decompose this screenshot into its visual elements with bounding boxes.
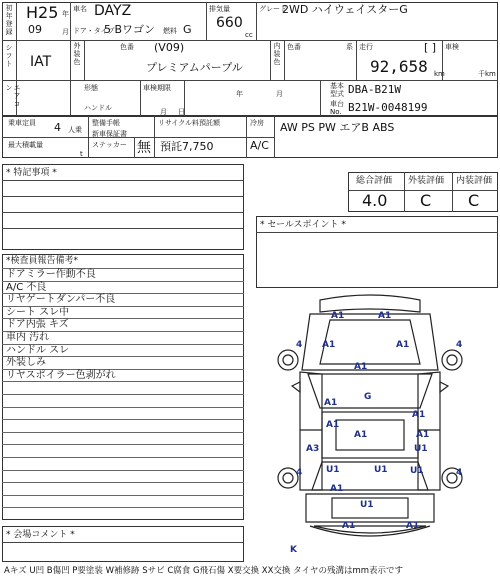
mark-left-rear: U1 [326,465,340,475]
mark-left-door-front-lower: A1 [326,420,340,430]
inspector-note: ハンドル スレ [6,344,70,356]
reg-year: H25 [26,3,59,22]
exterior-rating: C [420,191,432,210]
color-code-label: 色番 [120,43,134,51]
mark-rear-bumper-left: A1 [342,521,356,531]
mark-right-tire-front: 4 [456,340,463,350]
mark-front-left: A1 [322,340,336,350]
inspector-note: 外装しみ [6,357,46,369]
grade: 2WD ハイウェイスターG [282,3,408,16]
thousand-km-label: 千km [478,70,496,78]
km-label: km [434,70,445,78]
grade-label: グレード [259,5,287,13]
mark-left-sill: A3 [306,444,320,454]
chassis-label: 車台No. [330,100,344,116]
inspection-label: 車検 [445,43,459,51]
door-type-label: ドア・タイプ [73,27,115,35]
expiry-nen: 年 [236,90,243,98]
mileage: 92,658 [370,57,428,76]
reg-month: 09 [28,23,42,36]
mark-right-door-front: A1 [412,410,426,420]
equipment: AW PS PW エアB ABS [280,121,395,134]
mark-windshield: G [364,392,372,402]
capacity-label: 乗車定員 [8,119,36,127]
mark-right-rear: U1 [410,466,424,476]
inspector-row-line [2,394,244,395]
mark-front-bumper-right: A1 [378,311,392,321]
door-type: 5 Bワゴン [104,23,156,36]
sticker-label: ステッカー [92,141,127,149]
interior-color-label: 内装色 [273,42,281,66]
displacement-label: 排気量 [209,5,230,13]
chassis: B21W-0048199 [348,101,428,114]
cooler: A/C [250,139,269,152]
inspector-notes-title: *検査員報告備考* [6,256,79,266]
tsuki-label: 月 [62,28,69,36]
inspector-row-line [2,407,244,408]
mark-left-tire-rear: 4 [296,468,303,478]
mark-bottom-k: K [290,545,297,555]
mark-right-sill: U1 [414,444,428,454]
interior-rating-label: 内装評価 [456,176,493,186]
recycle-label: リサイクル料預託額 [158,119,221,127]
mark-rear-left: A1 [330,484,344,494]
inspector-row-line [2,381,244,382]
interior-color-code-label: 色番 [287,43,301,51]
mark-right-door-front-lower: A1 [416,430,430,440]
nen-label: 年 [62,10,69,18]
mark-rear-bumper-right: A1 [406,521,420,531]
overall-rating-label: 総合評価 [356,176,393,186]
inspector-row-line [2,444,244,445]
warranty-label: 新車保証書 [92,130,127,138]
inspector-note: リヤゲートダンパー不良 [6,294,116,306]
car-name: DAYZ [94,3,132,19]
inspection-expiry-label: 車検期限 [143,84,171,92]
venue-comment-title: * 会場コメント * [6,530,75,540]
first-reg-label: 初年登録 [5,4,13,36]
base-model: DBA-B21W [348,83,401,96]
mark-left-door-front: A1 [324,398,338,408]
displacement: 660 [216,15,243,31]
ton-label: t [80,150,83,158]
legend: Aキズ U凹 B傷凹 P要塗装 W補修跡 Sサビ C腐食 G飛石傷 X要交換 XX交換 タイヤの残溝はmm表示です [4,566,404,576]
maintenance-label: 整備手帳 [92,119,120,127]
inspector-row-line [2,495,244,496]
expiry-gatsu: 月 [276,90,283,98]
inspector-note: ドアミラー作動不良 [6,269,96,280]
mark-hood: A1 [354,362,368,372]
mark-front-right: A1 [396,340,410,350]
mark-center-rear: U1 [374,465,388,475]
inspector-row-line [2,482,244,483]
keitai-label: 形態 [84,84,98,92]
inspector-row-line [2,432,244,433]
interior-kei-label: 系 [346,43,353,51]
exterior-color-label: 外装色 [73,42,81,66]
person-label: 人乗 [68,126,82,134]
mark-front-bumper-left: A1 [331,311,345,321]
base-model-label: 基本型式 [330,82,344,98]
load-label: 最大積載量 [8,141,43,149]
inspector-note: シート スレ中 [6,306,70,318]
car-diagram [270,290,470,560]
handle-label: ハンドル [84,104,112,112]
inspector-row-line [2,419,244,420]
mark-roof: A1 [354,430,368,440]
shift: IAT [30,54,52,70]
cooler-label: 冷房 [250,119,264,127]
fuel-label: 燃料 [163,27,177,35]
color-name: プレミアムパープル [146,61,243,74]
fuel: G [183,23,192,36]
inspector-note: 車内 汚れ [6,332,50,343]
sticker-nashi: 無 [137,140,151,156]
mark-rear-center: U1 [360,500,374,510]
inspector-note: ドア内張 キズ [6,319,69,331]
cc-label: cc [245,31,253,39]
inspector-notes-list [2,268,244,520]
shift-label: シフト [5,44,13,68]
sales-points-title: * セールスポイント * [260,220,346,230]
car-name-label: 車名 [73,5,87,13]
interior-rating: C [468,191,480,210]
mark-right-tire-rear: 4 [456,468,463,478]
capacity: 4 [54,121,61,134]
mileage-bracket: [ ] [424,41,437,54]
inspector-note: A/C 不良 [6,281,47,293]
inspector-row-line [2,470,244,471]
ac-label: エアコン [5,84,21,108]
mark-left-tire-front: 4 [296,340,303,350]
expiry-day: 日 [178,108,185,116]
mileage-label: 走行 [359,43,373,51]
overall-rating: 4.0 [362,191,388,210]
inspector-row-line [2,457,244,458]
color-code: (V09) [154,41,185,54]
exterior-rating-label: 外装評価 [408,176,445,186]
inspector-row-line [2,507,244,508]
recycle: 預託7,750 [160,140,214,153]
special-notes-title: * 特記事項 * [6,168,57,178]
inspector-note: リヤスポイラー色剥がれ [6,369,116,381]
expiry-month: 月 [160,108,167,116]
